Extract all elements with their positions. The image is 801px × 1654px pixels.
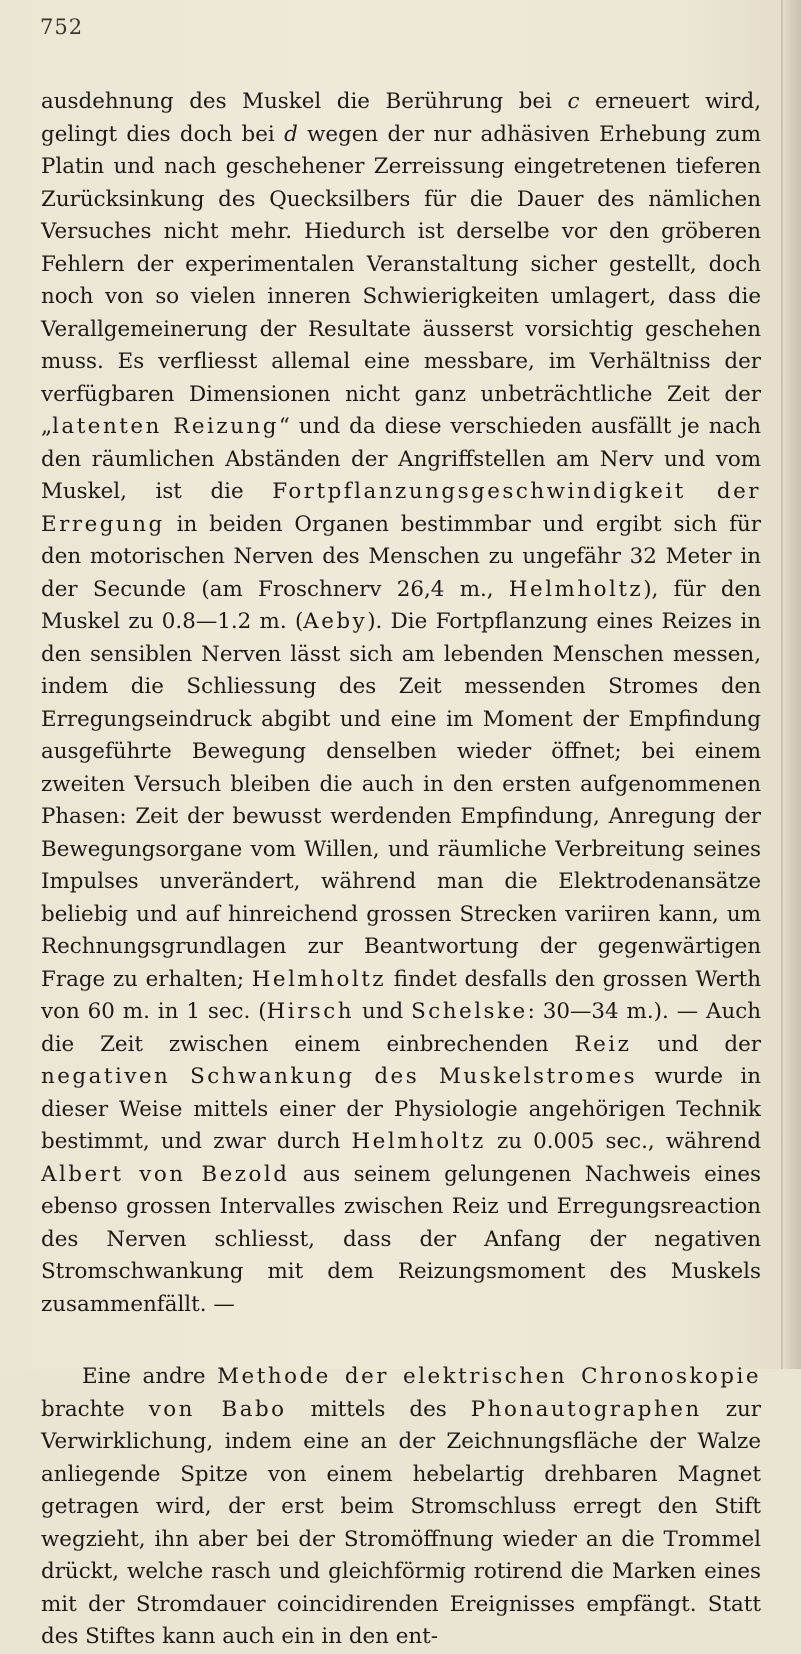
spaced-emphasis: Helmholtz	[251, 966, 387, 992]
spaced-emphasis: Aeby	[303, 609, 368, 634]
spaced-emphasis: Albert von Bezold	[41, 1161, 290, 1187]
spaced-emphasis: Fortpflanzungsgeschwindigkeit der Erregung	[41, 479, 761, 537]
spaced-emphasis: Methode der elektrischen Chronoskopie	[217, 1364, 761, 1389]
page-number: 752	[40, 15, 84, 39]
italic-letter: d	[284, 121, 298, 147]
spaced-emphasis: negativen Schwankung des Muskelstromes	[41, 1064, 638, 1089]
text-run: Eine andre	[82, 1364, 218, 1389]
text-run: ). Die Fortpflanzung eines Reizes in den sensiblen Nerven lässt sich am lebenden Menschen messen, indem die Schliessung des Zeit messenden Stromes den Erregungseindruck abgibt und eine im Moment der Empfindung ausgeführte Bewegung denselben wieder öffnet; bei einem zweiten Versuch bleiben die auch in den ersten aufgenommenen Phasen: Zeit der bewusst werdenden Empfindung, Anregung der Bewegungsorgane vom Willen, und räumliche Verbreitung seines Impulses unverändert, während man die Elektrodenansätze beliebig und auf hinreichend grossen Strecken variiren kann, um Rechnungsgrundlagen zur Beantwortung der gegenwärtigen Frage zu erhalten;	[41, 609, 761, 992]
page-edge-shadow	[783, 0, 801, 1369]
text-run: brachte	[41, 1396, 149, 1422]
text-run: und der	[631, 1031, 761, 1057]
spaced-emphasis: latenten Reizung	[52, 414, 279, 439]
spaced-emphasis: Helmholtz	[351, 1129, 486, 1154]
text-run: : 30—34 m.). — Auch die Zeit zwischen einem einbrechenden	[41, 999, 761, 1057]
text-run: ausdehnung des Muskel die Berührung bei	[41, 89, 568, 114]
text-run: “ und da diese verschieden ausfällt je nach den räumlichen Abständen der Angriffstellen am Nerv und vom Muskel, ist die	[41, 414, 762, 504]
text-run: wegen der nur adhäsiven Erhebung zum Platin und nach geschehener Zerreissung eingetretenen tieferen Zurücksinkung des Quecksilbers für die Dauer des nämlichen Versuches nicht mehr. Hiedurch ist derselbe vor den gröberen Fehlern der experimentalen Veranstaltung sicher gestellt, doch noch von so vielen inneren Schwierigkeiten umlagert, dass die Verallgemeinerung der Resultate äusserst vorsichtig geschehen muss. Es verfliesst allemal eine messbare, im Verhältniss der verfügbaren Dimensionen nicht ganz unbeträchtliche Zeit der „	[41, 121, 762, 439]
spaced-emphasis: Schelske	[411, 999, 528, 1024]
text-run: und	[354, 999, 412, 1024]
paragraph-1	[41, 86, 761, 1321]
spaced-emphasis: Hirsch	[266, 999, 355, 1024]
spaced-emphasis: Helmholtz	[508, 576, 644, 602]
text-run: zu 0.005 sec., während	[485, 1129, 762, 1154]
text-run: in beiden Organen bestimmbar und ergibt sich für den motorischen Nerven des Menschen zu ungefähr 32 Meter in der Secunde (am Froschnerv 26,4 m.,	[41, 511, 761, 602]
spaced-emphasis: Reiz	[574, 1031, 632, 1057]
text-column	[41, 86, 761, 1654]
text-run: ), für den Muskel zu 0.8—1.2 m. (	[41, 576, 761, 634]
spaced-emphasis: Phonautographen	[470, 1396, 702, 1422]
text-run: mittels des	[286, 1396, 471, 1422]
text-run: zur Verwirklichung, indem eine an der Zeichnungsfläche der Walze anliegende Spitze von einem hebelartig drehbaren Magnet getragen wird, der erst beim Stromschluss erregt den Stift wegzieht, ihn aber bei der Stromöffnung wieder an die Trommel drückt, welche rasch und gleichförmig rotirend die Marken eines mit der Stromdauer coincidirenden Ereignisses empfängt. Statt des Stiftes kann auch ein in den ent-	[41, 1396, 761, 1649]
italic-letter: c	[567, 89, 580, 114]
paragraph-2	[41, 1361, 761, 1654]
text-run: wurde in dieser Weise mittels einer der Physiologie angehörigen Technik bestimmt, und zwar durch	[41, 1064, 761, 1154]
text-run: findet desfalls den grossen Werth von 60 m. in 1 sec. (	[41, 966, 761, 1024]
text-run: aus seinem gelungenen Nachweis eines ebenso grossen Intervalles zwischen Reiz und Erregungsreaction des Nerven schliesst, dass der Anfang der negativen Stromschwankung mit dem Reizungsmoment des Muskels zusammenfällt. —	[41, 1161, 761, 1317]
spaced-emphasis: von Babo	[148, 1396, 287, 1422]
text-run: erneuert wird, gelingt dies doch bei	[41, 89, 761, 147]
